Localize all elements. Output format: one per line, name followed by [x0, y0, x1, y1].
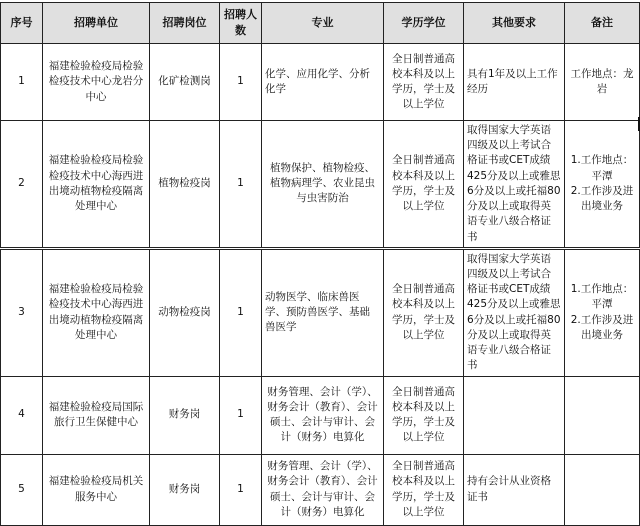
recruitment-table — [0, 2, 640, 526]
cell-other-requirements: 具有1年及以上工作经历 — [464, 44, 565, 121]
cell-count: 1 — [220, 249, 262, 376]
cell-education: 全日制普通高校本科及以上学历，学士及以上学位 — [384, 249, 464, 376]
cell-count: 1 — [220, 454, 262, 525]
table-row — [1, 376, 640, 454]
cell-unit: 福建检验检疫局检验检疫技术中心海西进出境动植物检疫隔离处理中心 — [43, 121, 150, 248]
note-line: 1.工作地点：平潭 — [570, 283, 634, 311]
cell-notes — [565, 376, 640, 454]
note-line: 工作地点：龙岩 — [570, 67, 634, 95]
cell-unit: 福建检验检疫局检验检疫技术中心龙岩分中心 — [43, 44, 150, 121]
header-other-requirements: 其他要求 — [464, 3, 565, 44]
table-row — [1, 44, 640, 121]
header-no: 序号 — [1, 3, 43, 44]
table-row — [1, 121, 640, 248]
cell-other-requirements — [464, 376, 565, 454]
cell-major: 植物保护、植物检疫、植物病理学、农业昆虫与虫害防治 — [262, 121, 384, 248]
cell-major: 财务管理、会计（学）、财务会计（教育）、会计硕士、会计与审计、会计（财务）电算化 — [262, 454, 384, 525]
header-post: 招聘岗位 — [150, 3, 220, 44]
note-line: 2.工作涉及进出境业务 — [570, 313, 634, 341]
cell-other-requirements: 取得国家大学英语四级及以上考试合格证书或CET成绩425分及以上或雅思6分及以上或托福80分及以上或取得英语专业八级合格证书 — [464, 249, 565, 376]
cell-education: 全日制普通高校本科及以上学历，学士及以上学位 — [384, 44, 464, 121]
cell-unit: 福建检验检疫局检验检疫技术中心海西进出境动植物检疫隔离处理中心 — [43, 249, 150, 376]
note-line: 2.工作涉及进出境业务 — [570, 184, 634, 213]
cell-education: 全日制普通高校本科及以上学历，学士及以上学位 — [384, 454, 464, 525]
header-education: 学历学位 — [384, 3, 464, 44]
cell-no: 5 — [1, 454, 43, 525]
cell-no: 4 — [1, 376, 43, 454]
header-major: 专业 — [262, 3, 384, 44]
cell-count: 1 — [220, 121, 262, 248]
cell-no: 2 — [1, 121, 43, 248]
cell-count: 1 — [220, 376, 262, 454]
cell-post: 财务岗 — [150, 376, 220, 454]
cell-post: 植物检疫岗 — [150, 121, 220, 248]
cell-major: 化学、应用化学、分析化学 — [262, 44, 384, 121]
table-row — [1, 454, 640, 525]
cell-post: 财务岗 — [150, 454, 220, 525]
cell-count: 1 — [220, 44, 262, 121]
header-row — [1, 3, 640, 44]
header-count: 招聘人数 — [220, 3, 262, 44]
header-notes: 备注 — [565, 3, 640, 44]
cell-education: 全日制普通高校本科及以上学历，学士及以上学位 — [384, 121, 464, 248]
cell-education: 全日制普通高校本科及以上学历，学士及以上学位 — [384, 376, 464, 454]
cell-post: 化矿检测岗 — [150, 44, 220, 121]
cell-notes — [565, 249, 640, 376]
cell-notes — [565, 454, 640, 525]
cell-major: 财务管理、会计（学）、财务会计（教育）、会计硕士、会计与审计、会计（财务）电算化 — [262, 376, 384, 454]
cell-post: 动物检疫岗 — [150, 249, 220, 376]
cell-major: 动物医学、临床兽医学、预防兽医学、基础兽医学 — [262, 249, 384, 376]
cell-notes — [565, 121, 640, 248]
cell-other-requirements: 持有会计从业资格证书 — [464, 454, 565, 525]
header-unit: 招聘单位 — [43, 3, 150, 44]
cell-notes — [565, 44, 640, 121]
cell-unit: 福建检验检疫局国际旅行卫生保健中心 — [43, 376, 150, 454]
cell-other-requirements: 取得国家大学英语四级及以上考试合格证书或CET成绩425分及以上或雅思6分及以上或托福80分及以上或取得英语专业八级合格证书 — [464, 121, 565, 248]
note-line: 1.工作地点：平潭 — [570, 154, 634, 182]
cell-unit: 福建检验检疫局机关服务中心 — [43, 454, 150, 525]
table-row — [1, 249, 640, 376]
cell-no: 1 — [1, 44, 43, 121]
cell-no: 3 — [1, 249, 43, 376]
